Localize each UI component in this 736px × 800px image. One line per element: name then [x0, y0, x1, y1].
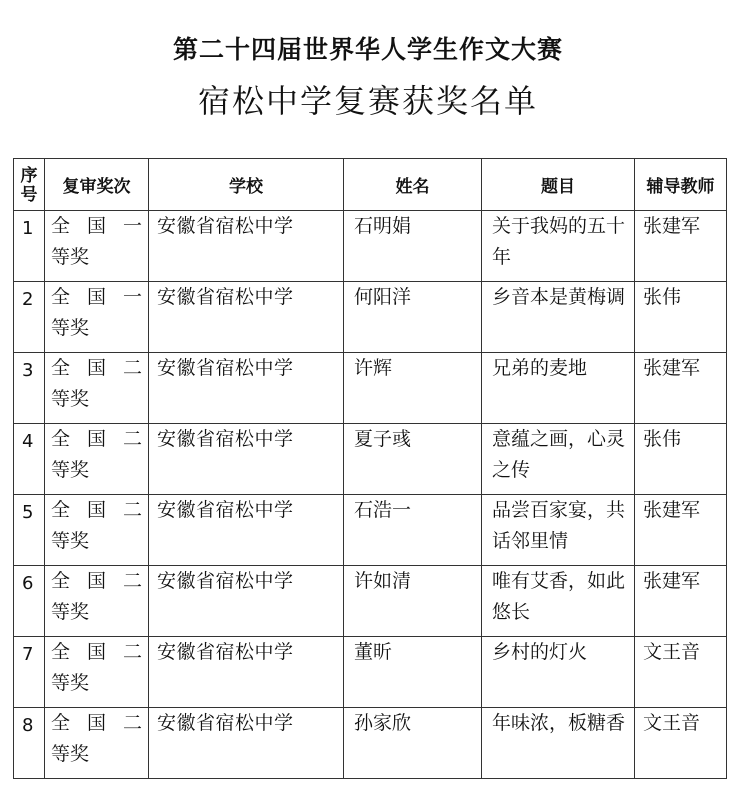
award-char: 国: [86, 215, 106, 237]
award-char: 二: [122, 641, 142, 663]
cell-seq: 3: [14, 353, 45, 424]
award-char: 国: [86, 357, 106, 379]
cell-seq: 2: [14, 282, 45, 353]
award-char: 全: [51, 286, 71, 308]
cell-school: 安徽省宿松中学: [149, 566, 344, 637]
table-row: [14, 424, 727, 495]
award-char: 国: [86, 428, 106, 450]
table-row: [14, 282, 727, 353]
cell-school: 安徽省宿松中学: [149, 708, 344, 779]
cell-award: [45, 282, 149, 353]
award-char: 一: [122, 286, 142, 308]
table-row: [14, 211, 727, 282]
cell-topic: 意蕴之画，心灵之传: [482, 424, 635, 495]
cell-topic: 品尝百家宴，共话邻里情: [482, 495, 635, 566]
award-line-2: 等奖: [51, 459, 90, 481]
cell-topic: 乡音本是黄梅调: [482, 282, 635, 353]
cell-school: 安徽省宿松中学: [149, 353, 344, 424]
cell-award: [45, 495, 149, 566]
cell-award: [45, 708, 149, 779]
award-line-1: [51, 211, 142, 242]
cell-name: 石明娟: [344, 211, 482, 282]
cell-award: [45, 424, 149, 495]
header-seq-label: 序 号: [20, 165, 38, 205]
cell-topic: 年味浓，板糖香: [482, 708, 635, 779]
award-line-1: [51, 637, 142, 668]
award-line-2: 等奖: [51, 601, 90, 623]
cell-name: 孙家欣: [344, 708, 482, 779]
award-char: 国: [86, 570, 106, 592]
cell-topic: 关于我妈的五十年: [482, 211, 635, 282]
cell-teacher: 张伟: [635, 282, 727, 353]
award-char: 国: [86, 286, 106, 308]
cell-seq: 4: [14, 424, 45, 495]
header-teacher: 辅导教师: [635, 159, 727, 211]
cell-topic: 乡村的灯火: [482, 637, 635, 708]
cell-school: 安徽省宿松中学: [149, 211, 344, 282]
header-school: 学校: [149, 159, 344, 211]
award-char: 全: [51, 357, 71, 379]
cell-award: [45, 211, 149, 282]
cell-seq: 1: [14, 211, 45, 282]
award-char: 全: [51, 641, 71, 663]
cell-teacher: 文王音: [635, 637, 727, 708]
header-name: 姓名: [344, 159, 482, 211]
table-row: [14, 637, 727, 708]
table-row: [14, 708, 727, 779]
award-table: [13, 158, 727, 779]
cell-award: [45, 637, 149, 708]
cell-name: 许如清: [344, 566, 482, 637]
table-header-row: [14, 159, 727, 211]
award-line-1: [51, 566, 142, 597]
cell-award: [45, 566, 149, 637]
cell-school: 安徽省宿松中学: [149, 424, 344, 495]
award-line-1: [51, 353, 142, 384]
award-char: 二: [122, 357, 142, 379]
cell-school: 安徽省宿松中学: [149, 282, 344, 353]
award-char: 全: [51, 215, 71, 237]
award-char: 全: [51, 570, 71, 592]
cell-topic: 兄弟的麦地: [482, 353, 635, 424]
award-line-2: 等奖: [51, 388, 90, 410]
award-line-2: 等奖: [51, 530, 90, 552]
cell-topic: 唯有艾香，如此悠长: [482, 566, 635, 637]
cell-name: 何阳洋: [344, 282, 482, 353]
document-title: 第二十四届世界华人学生作文大赛: [172, 35, 563, 64]
cell-name: 许辉: [344, 353, 482, 424]
award-char: 国: [86, 499, 106, 521]
table-row: [14, 566, 727, 637]
cell-seq: 7: [14, 637, 45, 708]
award-char: 二: [122, 570, 142, 592]
header-award: 复审奖次: [45, 159, 149, 211]
award-char: 二: [122, 428, 142, 450]
award-char: 全: [51, 712, 71, 734]
cell-seq: 6: [14, 566, 45, 637]
award-line-1: [51, 495, 142, 526]
award-line-2: 等奖: [51, 743, 90, 765]
cell-school: 安徽省宿松中学: [149, 637, 344, 708]
cell-school: 安徽省宿松中学: [149, 495, 344, 566]
cell-teacher: 张建军: [635, 353, 727, 424]
award-char: 一: [122, 215, 142, 237]
table-row: [14, 495, 727, 566]
document-subtitle: 宿松中学复赛获奖名单: [197, 82, 538, 120]
award-line-1: [51, 282, 142, 313]
cell-name: 石浩一: [344, 495, 482, 566]
award-char: 国: [86, 641, 106, 663]
cell-teacher: 张伟: [635, 424, 727, 495]
cell-seq: 8: [14, 708, 45, 779]
award-line-1: [51, 424, 142, 455]
award-line-2: 等奖: [51, 317, 90, 339]
header-topic: 题目: [482, 159, 635, 211]
cell-teacher: 张建军: [635, 495, 727, 566]
award-char: 全: [51, 428, 71, 450]
award-char: 二: [122, 712, 142, 734]
award-char: 国: [86, 712, 106, 734]
award-line-2: 等奖: [51, 246, 90, 268]
cell-seq: 5: [14, 495, 45, 566]
award-char: 二: [122, 499, 142, 521]
cell-name: 夏子彧: [344, 424, 482, 495]
cell-award: [45, 353, 149, 424]
cell-teacher: 张建军: [635, 211, 727, 282]
header-seq: [14, 159, 45, 211]
award-line-1: [51, 708, 142, 739]
cell-teacher: 文王音: [635, 708, 727, 779]
cell-teacher: 张建军: [635, 566, 727, 637]
cell-name: 董昕: [344, 637, 482, 708]
award-char: 全: [51, 499, 71, 521]
table-row: [14, 353, 727, 424]
award-line-2: 等奖: [51, 672, 90, 694]
